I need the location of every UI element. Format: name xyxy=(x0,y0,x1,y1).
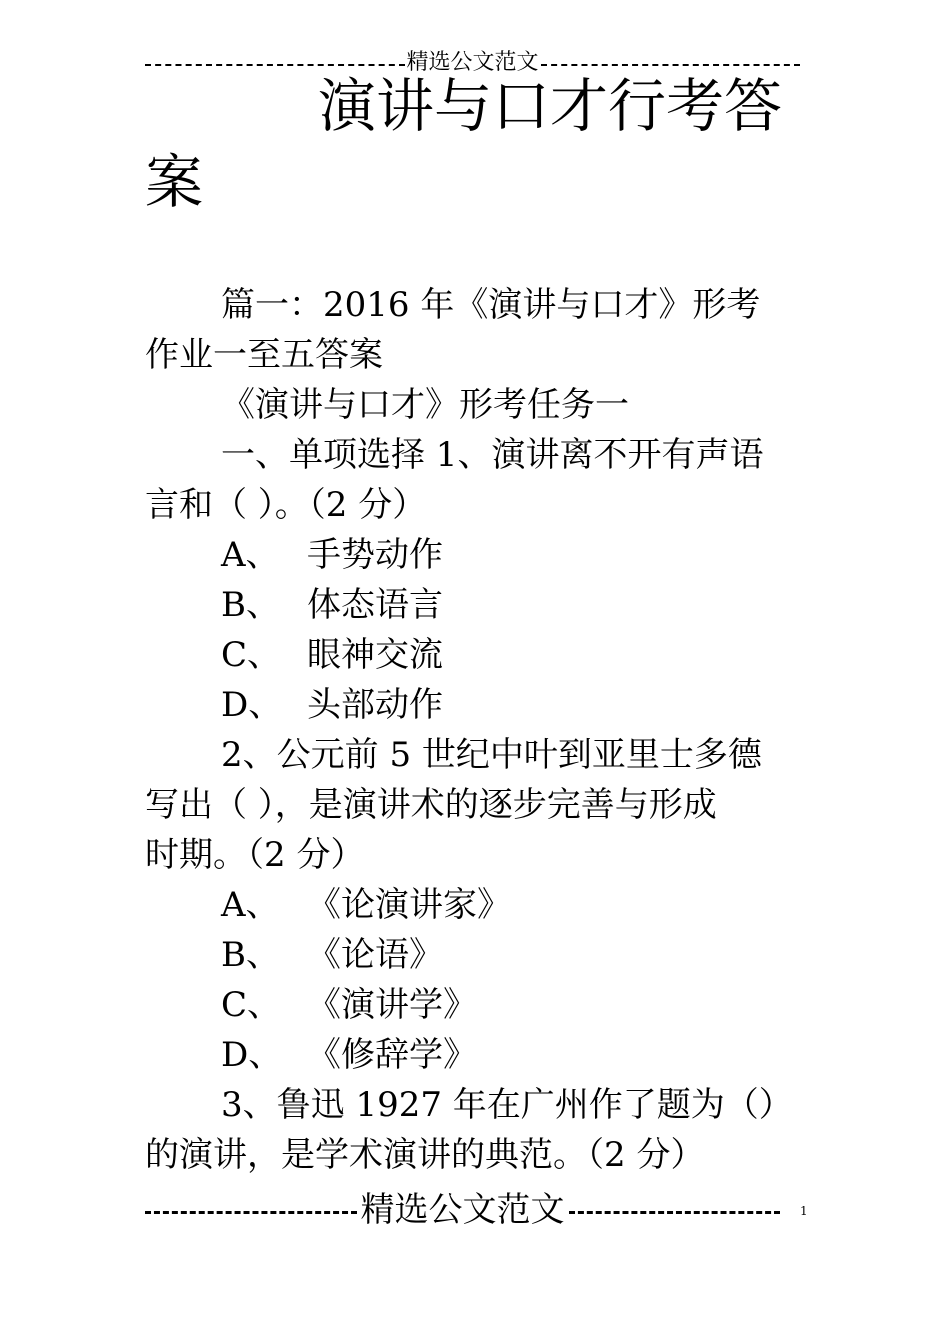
intro-line-1: 篇一：2016 年《演讲与口才》形考 xyxy=(221,285,761,325)
q1-option-d xyxy=(145,680,810,730)
question-2-line-2: 写出（ ），是演讲术的逐步完善与形成 xyxy=(145,785,717,825)
option-text: 《论演讲家》 xyxy=(307,885,511,925)
option-letter: B、 xyxy=(221,585,280,625)
task-heading: 《演讲与口才》形考任务一 xyxy=(221,385,629,425)
q2-option-a xyxy=(145,880,810,930)
question-3-line-1: 3、鲁迅 1927 年在广州作了题为（） xyxy=(221,1085,793,1125)
option-letter: C、 xyxy=(221,635,282,675)
option-text: 《演讲学》 xyxy=(307,985,477,1025)
q2-option-c xyxy=(145,980,810,1030)
question-2-line-3: 时期。（2 分） xyxy=(145,835,365,875)
option-text: 《修辞学》 xyxy=(307,1035,477,1075)
option-text: 眼神交流 xyxy=(307,635,443,675)
question-1-line-2: 言和（ ）。（2 分） xyxy=(145,485,427,525)
option-text: 头部动作 xyxy=(307,685,443,725)
q1-option-a xyxy=(145,530,810,580)
document-title-line-2: 案 xyxy=(145,148,204,216)
header-dash-left xyxy=(145,64,405,66)
option-text: 《论语》 xyxy=(307,935,443,975)
option-letter: D、 xyxy=(221,1035,283,1075)
question-2-line-1: 2、公元前 5 世纪中叶到亚里士多德 xyxy=(221,735,762,775)
document-title-line-1: 演讲与口才行考答 xyxy=(318,72,783,140)
footer-text: 精选公文范文 xyxy=(360,1190,565,1230)
q2-option-d xyxy=(145,1030,810,1080)
page-footer xyxy=(145,1190,780,1230)
q1-option-b xyxy=(145,580,810,630)
intro-line-2: 作业一至五答案 xyxy=(145,335,383,375)
footer-dash-right xyxy=(569,1211,781,1214)
option-letter: A、 xyxy=(221,535,280,575)
question-3-line-2: 的演讲，是学术演讲的典范。（2 分） xyxy=(145,1135,705,1175)
option-letter: A、 xyxy=(221,885,280,925)
header-dash-right xyxy=(541,64,800,66)
page-number: 1 xyxy=(800,1204,808,1218)
header-text: 精选公文范文 xyxy=(406,50,539,75)
question-1-line-1: 一、单项选择 1、演讲离不开有声语 xyxy=(221,435,764,475)
option-letter: D、 xyxy=(221,685,283,725)
option-text: 手势动作 xyxy=(307,535,443,575)
footer-dash-left xyxy=(145,1211,357,1214)
option-letter: B、 xyxy=(221,935,280,975)
q2-option-b xyxy=(145,930,810,980)
option-text: 体态语言 xyxy=(307,585,443,625)
document-body xyxy=(145,280,810,1180)
option-letter: C、 xyxy=(221,985,282,1025)
q1-option-c xyxy=(145,630,810,680)
